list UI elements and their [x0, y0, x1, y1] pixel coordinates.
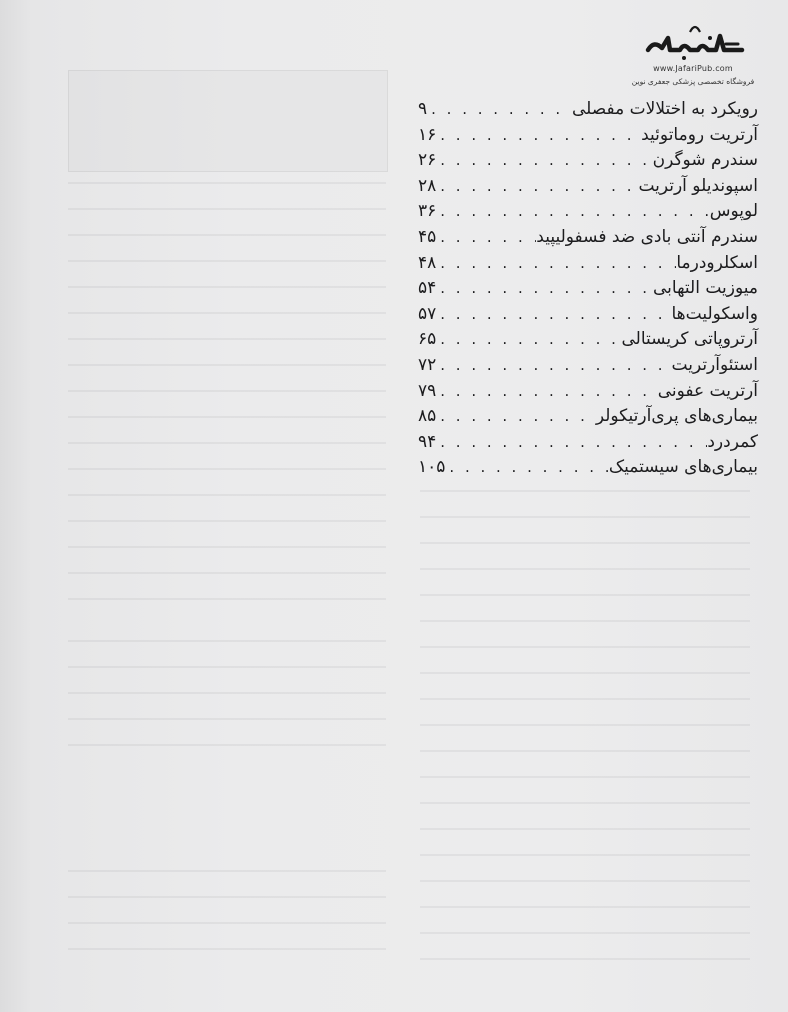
- toc-leader-dots: [445, 455, 609, 481]
- toc-entry-page: ۷۲: [418, 354, 437, 375]
- toc-entry-title: اسپوندیلو آرتریت: [638, 175, 758, 196]
- toc-entry: [418, 251, 758, 277]
- toc-leader-dots: [436, 353, 671, 379]
- table-of-contents: [418, 97, 758, 481]
- toc-entry-title: سندرم آنتی بادی ضد فسفولیپید: [536, 226, 758, 247]
- toc-leader-dots: [436, 123, 641, 149]
- toc-entry-title: سندرم شوگرن: [652, 150, 758, 171]
- toc-entry-page: ۱۶: [418, 124, 437, 145]
- toc-leader-dots: [436, 404, 596, 430]
- toc-leader-dots: [436, 148, 652, 174]
- toc-entry-page: ۳۶: [418, 201, 437, 222]
- toc-entry-title: رویکرد به اختلالات مفصلی: [572, 99, 758, 119]
- toc-entry: [418, 404, 758, 430]
- toc-entry: [418, 225, 758, 251]
- toc-entry-title: بیماری‌های پری‌آرتیکولر: [595, 406, 758, 427]
- toc-entry-page: ۶۵: [418, 329, 437, 350]
- toc-entry-page: ۱۰۵: [418, 457, 446, 478]
- bleed-through-text-left: [68, 182, 386, 602]
- toc-entry-page: ۵۴: [418, 278, 437, 299]
- bleed-through-text-right: [420, 490, 750, 960]
- toc-entry-title: آرتروپاتی کریستالی: [621, 329, 758, 350]
- toc-entry-page: ۲۸: [418, 175, 437, 196]
- toc-leader-dots: [436, 199, 710, 225]
- toc-entry: [418, 302, 758, 328]
- publisher-logo: [618, 20, 768, 92]
- toc-entry: [418, 353, 758, 379]
- toc-leader-dots: [436, 379, 657, 405]
- publisher-tagline: فروشگاه تخصصی پزشکی جعفری نوین: [631, 77, 755, 86]
- toc-entry-title: آرتریت عفونی: [657, 380, 758, 401]
- toc-entry-title: میوزیت التهابی: [652, 278, 758, 299]
- toc-leader-dots: [436, 276, 653, 302]
- toc-entry-title: استئوآرتریت: [671, 354, 758, 375]
- toc-entry-page: ۸۵: [418, 406, 437, 427]
- toc-leader-dots: [436, 225, 536, 251]
- toc-entry-page: ۴۸: [418, 252, 437, 273]
- bleed-through-text-left-bottom: [68, 870, 386, 960]
- toc-entry-page: ۷۹: [418, 380, 437, 401]
- publisher-logo-mark: [640, 20, 750, 64]
- publisher-url: www.JafariPub.com: [653, 64, 733, 73]
- toc-entry: [418, 97, 758, 123]
- toc-entry: [418, 379, 758, 405]
- toc-entry: [418, 123, 758, 149]
- toc-entry: [418, 174, 758, 200]
- toc-entry: [418, 327, 758, 353]
- toc-entry-title: لوپوس: [709, 201, 758, 222]
- toc-leader-dots: [436, 251, 676, 277]
- toc-leader-dots: [436, 327, 621, 353]
- toc-entry: [418, 430, 758, 456]
- toc-leader-dots: [436, 430, 707, 456]
- toc-entry-title: واسکولیت‌ها: [671, 303, 758, 324]
- toc-entry: [418, 276, 758, 302]
- bleed-through-figure: [68, 70, 388, 172]
- toc-entry-page: ۹۴: [418, 431, 437, 452]
- toc-entry: [418, 199, 758, 225]
- toc-leader-dots: [436, 302, 671, 328]
- toc-leader-dots: [427, 97, 572, 123]
- toc-entry-page: ۹: [418, 99, 428, 119]
- bleed-through-text-left-lower: [68, 640, 386, 760]
- toc-entry-page: ۴۵: [418, 226, 437, 247]
- toc-entry-page: ۲۶: [418, 150, 437, 171]
- toc-entry-title: آرتریت روماتوئید: [641, 124, 758, 145]
- toc-entry: [418, 148, 758, 174]
- toc-entry-title: کمردرد: [707, 431, 758, 452]
- toc-leader-dots: [436, 174, 638, 200]
- toc-entry: [418, 455, 758, 481]
- toc-entry-title: بیماری‌های سیستمیک: [608, 457, 758, 478]
- toc-entry-title: اسکلرودرما: [676, 252, 758, 273]
- toc-entry-page: ۵۷: [418, 303, 437, 324]
